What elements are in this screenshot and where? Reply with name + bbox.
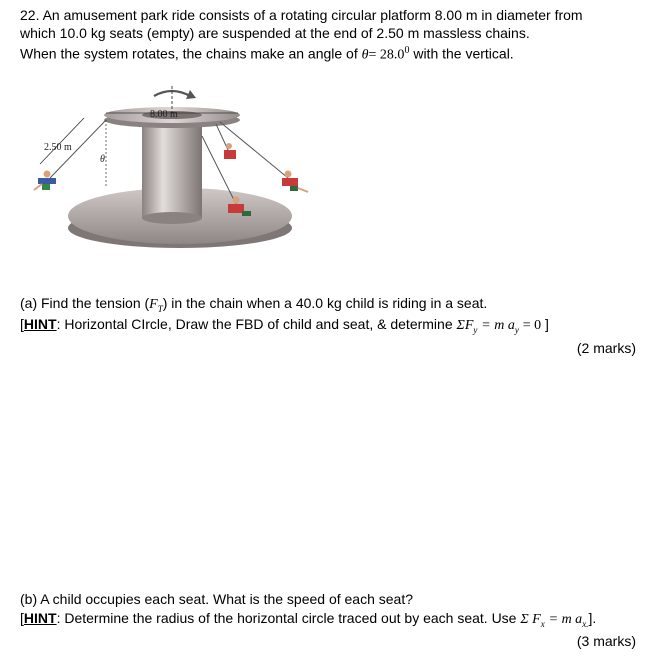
diameter-label: 8.00 m [150, 109, 178, 120]
part-a-question-post: ) in the chain when a 40.0 kg child is riding in a seat. [162, 295, 488, 311]
line3-pre: When the system rotates, the chains make an angle of [20, 45, 358, 62]
part-b-hint-text: : Determine the radius of the horizontal circle traced out by each seat. Use [56, 610, 517, 626]
part-b-hint-close: ]. [588, 610, 597, 626]
ride-figure [20, 84, 340, 259]
chain-length-dimension [40, 118, 84, 164]
part-a-sum-subscript: y [473, 324, 478, 335]
theta-symbol: θ [361, 47, 369, 63]
center-column [142, 118, 202, 218]
angle-value: = 28.0 [368, 47, 405, 63]
part-b-question: (b) A child occupies each seat. What is the speed of each seat? [20, 591, 414, 607]
part-a-hint-text: : Horizontal CIrcle, Draw the FBD of child and seat, & determine [56, 316, 453, 332]
tension-subscript: T [157, 303, 163, 314]
column-foot [142, 212, 202, 224]
part-b-sum-subscript: x [540, 618, 545, 629]
part-a-eq-mid: = m a [481, 318, 515, 333]
line3-post: with the vertical. [413, 45, 514, 62]
chain-length-label: 2.50 m [44, 142, 72, 153]
part-a-eq-end: = 0 [522, 318, 542, 333]
part-a-question-pre: (a) Find the tension ( [20, 295, 150, 311]
rider-left [34, 171, 56, 191]
part-a-hint [20, 315, 549, 339]
problem-line-2: which 10.0 kg seats (empty) are suspended at the end of 2.50 m massless chains. [20, 25, 530, 41]
degree-mark: 0 [404, 45, 410, 56]
part-a-sum-symbol: ΣF [456, 318, 474, 333]
part-a-marks: (2 marks) [576, 340, 636, 356]
part-b-eq-subscript: x. [582, 618, 589, 629]
part-a-eq-subscript: y [514, 324, 519, 335]
tension-symbol: F [149, 297, 158, 312]
part-a-hint-open: [ [20, 316, 24, 332]
part-b-eq-mid: = m a [548, 612, 583, 627]
part-a-hint-close: ] [545, 316, 549, 332]
problem-line-1: 22. An amusement park ride consists of a rotating circular platform 8.00 m in diameter from [20, 7, 583, 23]
part-a-hint-label: HINT [23, 316, 57, 332]
angle-label: θ [100, 154, 105, 165]
part-b-sum-symbol: Σ F [520, 612, 541, 627]
rider-right [282, 171, 308, 193]
part-b-hint-label: HINT [23, 610, 57, 626]
part-b-marks: (3 marks) [576, 633, 636, 649]
amusement-ride-diagram [20, 84, 340, 254]
problem-line-3 [20, 42, 514, 65]
part-b-hint-open: [ [20, 610, 24, 626]
part-b-hint [20, 609, 596, 633]
